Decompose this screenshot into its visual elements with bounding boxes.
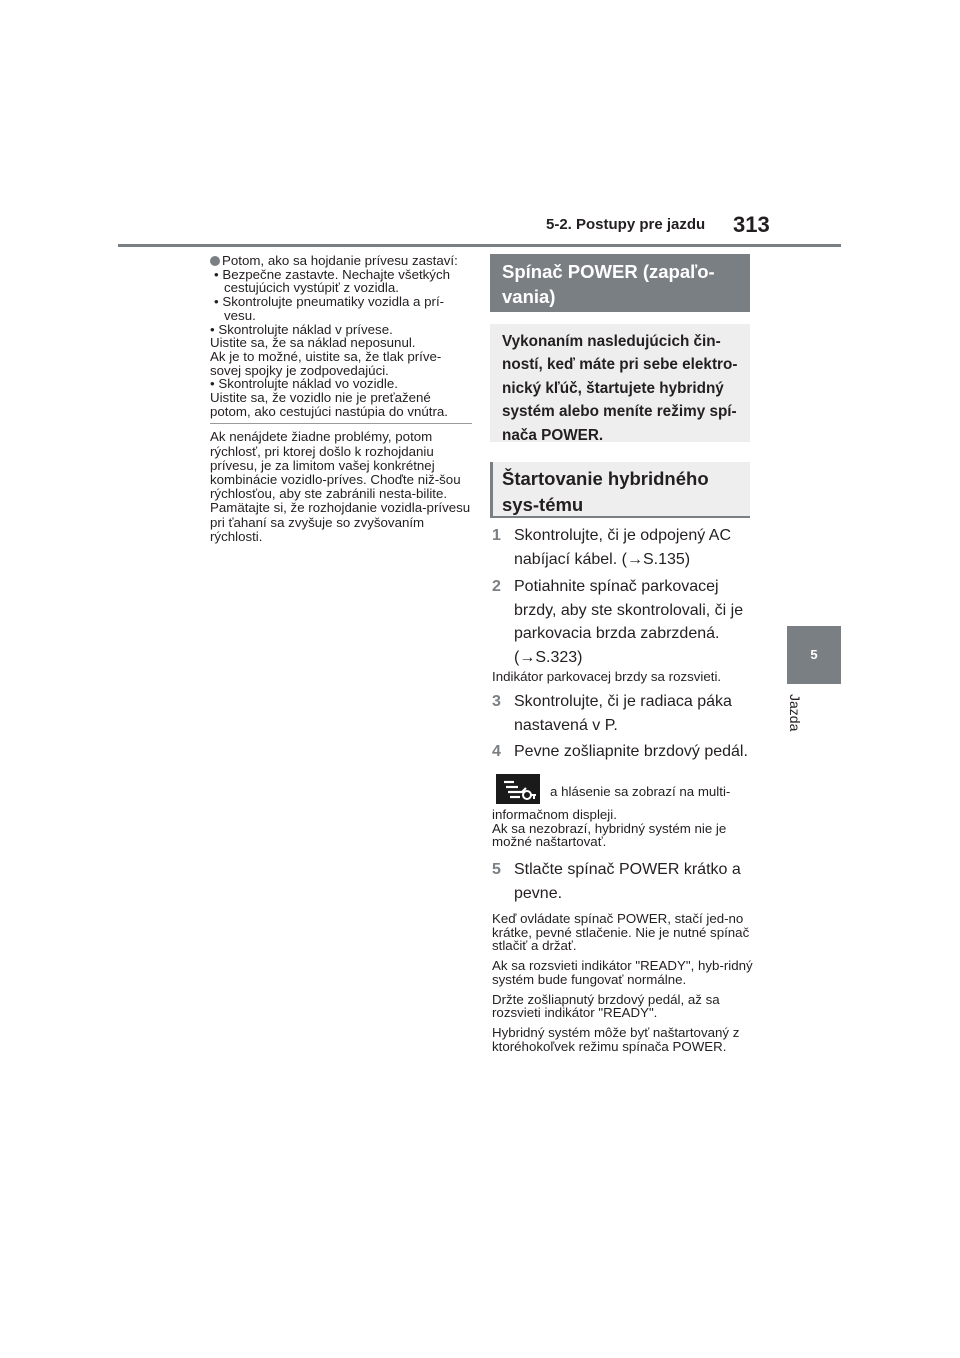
header-rule (118, 244, 841, 247)
step-4-note: informačnom displeji. Ak sa nezobrazí, hybridný systém nie je možné naštartovať. (492, 807, 727, 850)
step-5-notes (492, 912, 754, 1059)
checklist-item: • Skontrolujte náklad vo vozidle. (210, 376, 398, 392)
step-number: 3 (492, 693, 501, 710)
main-heading: Spínač POWER (zapaľo-vania) (502, 261, 715, 307)
step-4 (492, 740, 754, 764)
chapter-label-text: Jazda (787, 694, 803, 732)
step-number: 4 (492, 743, 501, 760)
step-2 (492, 575, 754, 669)
step-3 (492, 690, 754, 737)
bullet-dot-icon (210, 256, 220, 266)
step-5-note: Ak sa rozsvieti indikátor "READY", hyb-ridný systém bude fungovať normálne. (492, 958, 753, 987)
left-column (210, 254, 472, 544)
step-number: 5 (492, 861, 501, 878)
checklist-item: • Skontrolujte náklad v prívese. (210, 321, 393, 337)
step-text: Potiahnite spínač parkovacej brzdy, aby ste skontrolovali, či je parkovacia brzda zabrzdená. (→S.323) (514, 578, 744, 666)
step-text: Stlačte spínač POWER krátko a pevne. (514, 861, 741, 902)
step-4-note-inline: a hlásenie sa zobrazí na multi- (550, 784, 731, 799)
intro-text: Vykonaním nasledujúcich čin-ností, keď máte pri sebe elektro-nický kľúč, štartujete hybridný systém alebo meníte režimy spí-nača POWER. (502, 333, 738, 444)
step-number: 2 (492, 578, 501, 595)
checklist-note: Ak je to možné, uistite sa, že tlak príve-sovej spojky je zodpovedajúci. (210, 348, 442, 378)
sway-paragraph: Ak nenájdete žiadne problémy, potom rýchlosť, pri ktorej došlo k rozhojdaniu prívesu, je za limitom vašej konkrétnej kombinácie vozidlo-príves. Choďte niž-šou rýchlosťou, aby ste zabránili nesta-bilite. Pamätajte si, že rozhojdanie vozidla-prívesu pri ťahaní sa zvyšuje so zvyšovaním rýchlosti. (210, 429, 471, 544)
checklist-item: • Skontrolujte pneumatiky vozidla a prí-vesu. (214, 294, 445, 323)
main-heading-box (490, 254, 750, 312)
section-title: 5-2. Postupy pre jazdu (546, 216, 706, 233)
step-1 (492, 524, 754, 571)
page-number: 313 (733, 212, 770, 237)
step-2-note: Indikátor parkovacej brzdy sa rozsvieti. (492, 669, 722, 684)
step-text: Pevne zošliapnite brzdový pedál. (514, 743, 748, 760)
key-brake-indicator-svg (496, 774, 540, 804)
step-text: Skontrolujte, či je radiaca páka nastavená v P. (514, 693, 732, 734)
step-number: 1 (492, 527, 501, 544)
chapter-tab[interactable] (787, 626, 841, 684)
checklist-item: • Bezpečne zastavte. Nechajte všetkých cestujúcich vystúpiť z vozidla. (214, 266, 450, 296)
chapter-number: 5 (810, 647, 818, 662)
checklist-note: Uistite sa, že sa náklad neposunul. (210, 335, 416, 351)
step-5 (492, 858, 754, 905)
checklist-note: Uistite sa, že vozidlo nie je preťažené potom, ako cestujúci nastúpia do vnútra. (210, 391, 472, 424)
intro-box (490, 324, 750, 442)
step-text: Skontrolujte, či je odpojený AC nabíjací kábel. (→S.135) (514, 527, 732, 568)
chapter-label (783, 694, 807, 744)
step-5-note: Keď ovládate spínač POWER, stačí jed-no krátke, pevné stlačenie. Nie je nutné spínač stlačiť a držať. (492, 911, 750, 954)
sway-intro: Potom, ako sa hojdanie prívesu zastaví: (210, 254, 472, 268)
sub-heading: Štartovanie hybridného sys-tému (502, 468, 709, 515)
step-5-note: Držte zošliapnutý brzdový pedál, až sa rozsvieti indikátor "READY". (492, 991, 720, 1021)
step-5-note: Hybridný systém môže byť naštartovaný z ktoréhokoľvek režimu spínača POWER. (492, 1024, 740, 1054)
sub-heading-box (490, 462, 750, 518)
key-brake-indicator-icon (496, 774, 540, 804)
